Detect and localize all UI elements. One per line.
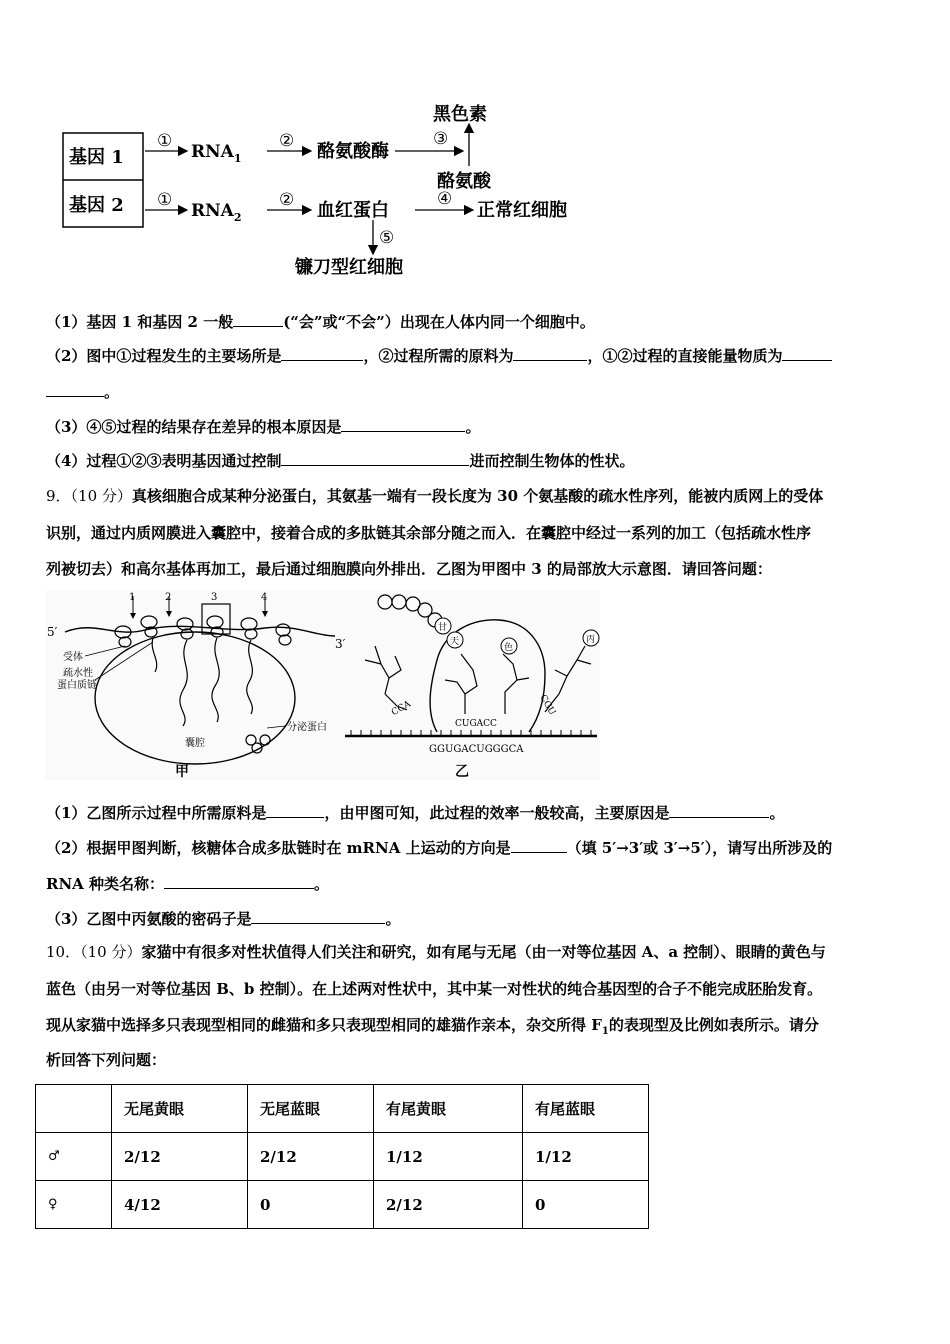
rna1-label: $RNA_1$ <box>191 142 242 165</box>
pointer-hydrophobic <box>95 642 153 680</box>
table-cell <box>36 1085 112 1133</box>
aa-gan: 甘 <box>438 623 448 633</box>
label-hydrophobic-1: 疏水性 <box>63 668 93 679</box>
sickle-rbc-label: 镰刀型红细胞 <box>295 257 403 278</box>
anticodon-cgu: CGU <box>537 693 557 718</box>
table-cell: 0 <box>248 1181 374 1229</box>
hemoglobin-label: 血红蛋白 <box>317 200 389 221</box>
peptide-chains <box>152 638 270 753</box>
table-cell: 1/12 <box>374 1133 523 1181</box>
q8-part2-cont: 。 <box>46 382 906 402</box>
q10-stem-line1: 10．（10 分）家猫中有很多对性状值得人们关注和研究，如有尾与无尾（由一对等位基因 A、a 控制）、眼睛的黄色与 <box>46 943 826 961</box>
step4: ④ <box>437 189 453 209</box>
step2-row1: ② <box>279 131 295 151</box>
q9-stem-line3: 列被切去）和高尔基体再加工，最后通过细胞膜向外排出．乙图为甲图中 3 的局部放大示意图．请回答问题： <box>46 560 772 578</box>
step3: ③ <box>433 129 449 149</box>
q8-blank-4b[interactable] <box>46 382 104 397</box>
q9-part3: （3）乙图中丙氨酸的密码子是 。 <box>46 910 401 928</box>
mrna-sequence: GGUGACUGGGCA <box>429 744 524 755</box>
table-header: 有尾黄眼 <box>374 1085 523 1133</box>
normal-rbc-label: 正常红细胞 <box>477 200 567 221</box>
peptide-beads <box>378 595 442 627</box>
table-cell: 2/12 <box>112 1133 248 1181</box>
step1-row1: ① <box>157 131 173 151</box>
q10-score: （10 分） <box>80 943 142 961</box>
q9-blank-2[interactable] <box>669 803 769 818</box>
q8-part3: （3）④⑤过程的结果存在差异的根本原因是 。 <box>46 418 481 436</box>
num-4: 4 <box>261 592 268 603</box>
q9-part1: （1）乙图所示过程中所需原料是 ，由甲图可知，此过程的效率一般较高，主要原因是 。 <box>46 804 785 822</box>
aa-tian: 天 <box>450 637 460 647</box>
table-cell: 0 <box>523 1181 649 1229</box>
step1-row2: ① <box>157 190 173 210</box>
q8-part1: （1）基因 1 和基因 2 一般 (“会”或“不会”）出现在人体内同一个细胞中。 <box>46 313 595 331</box>
gene-expression-diagram <box>55 100 615 280</box>
anticodon-cca: CCA <box>390 699 413 719</box>
label-secretory: 分泌蛋白 <box>287 722 327 733</box>
q9-score: （10 分） <box>70 487 132 505</box>
num-3: 3 <box>211 592 218 603</box>
table-cell: 4/12 <box>112 1181 248 1229</box>
label-3prime: 3′ <box>335 637 346 651</box>
number-arrows <box>133 596 265 618</box>
gene1-label: 基因 1 <box>69 147 124 168</box>
trna-left <box>365 646 407 710</box>
q10-stem-line2: 蓝色（由另一对等位基因 B、b 控制）。在上述两对性状中，其中某一对性状的纯合基因型的合子不能完成胚胎发育。 <box>46 980 823 998</box>
melanin-label: 黑色素 <box>433 104 487 125</box>
table-cell: 1/12 <box>523 1133 649 1181</box>
q9-blank-4[interactable] <box>164 874 314 889</box>
aa-bing: 丙 <box>586 635 596 645</box>
q10-number: 10． <box>46 943 81 961</box>
enzyme-label: 酪氨酸酶 <box>317 141 389 162</box>
fig-jia-caption: 甲 <box>175 764 189 780</box>
gene2-label: 基因 2 <box>69 195 124 216</box>
table-cell: 2/12 <box>248 1133 374 1181</box>
q8-blank-5[interactable] <box>341 417 465 432</box>
q9-stem-line1: 9．（10 分）真核细胞合成某种分泌蛋白，其氨基一端有一段长度为 30 个氨基酸的疏水性序列，能被内质网上的受体 <box>46 487 824 505</box>
table-row <box>36 1133 649 1181</box>
q9-part2: （2）根据甲图判断，核糖体合成多肽链时在 mRNA 上运动的方向是 （填 5′→3′或 3′→5′），请写出所涉及的 <box>46 839 833 857</box>
label-lumen: 囊腔 <box>185 738 205 749</box>
step2-row2: ② <box>279 190 295 210</box>
step5: ⑤ <box>379 228 395 248</box>
q8-blank-2[interactable] <box>281 346 363 361</box>
table-cell: ♀ <box>36 1181 112 1229</box>
pointer-secretory <box>267 726 285 728</box>
table-header: 无尾蓝眼 <box>248 1085 374 1133</box>
aa-se: 色 <box>504 643 514 653</box>
table-row <box>36 1181 649 1229</box>
q9-stem-line2: 识别，通过内质网膜进入囊腔中，接着合成的多肽链其余部分随之而入．在囊腔中经过一系列的加工（包括疏水性序 <box>46 524 812 542</box>
label-5prime: 5′ <box>47 625 58 639</box>
table-cell: ♂ <box>36 1133 112 1181</box>
label-receptor: 受体 <box>63 652 83 663</box>
table-cell: 2/12 <box>374 1181 523 1229</box>
table-header-row <box>36 1085 649 1133</box>
q8-blank-4[interactable] <box>782 346 832 361</box>
f1-phenotype-table <box>35 1084 649 1229</box>
fig-yi-caption: 乙 <box>455 764 469 780</box>
label-hydrophobic-2: 蛋白质链 <box>57 680 97 691</box>
table-header: 有尾蓝眼 <box>523 1085 649 1133</box>
table-header: 无尾黄眼 <box>112 1085 248 1133</box>
q10-stem-line4: 析回答下列问题： <box>46 1051 167 1069</box>
num-1: 1 <box>129 592 136 603</box>
mrna-strand-jia <box>65 626 335 636</box>
q8-blank-6[interactable] <box>281 451 469 466</box>
q8-blank-3[interactable] <box>513 346 587 361</box>
q9-part2-cont: RNA 种类名称： 。 <box>46 875 330 893</box>
q9-figure <box>45 590 600 780</box>
num-2: 2 <box>165 592 172 603</box>
rna2-label: $RNA_2$ <box>191 201 242 224</box>
q9-number: 9． <box>46 487 71 505</box>
q8-part4: （4）过程①②③表明基因通过控制 进而控制生物体的性状。 <box>46 452 635 470</box>
q9-blank-5[interactable] <box>251 909 385 924</box>
q9-blank-1[interactable] <box>266 803 324 818</box>
trna-middle <box>445 654 529 714</box>
q8-part2: （2）图中①过程发生的主要场所是 ，②过程所需的原料为 ，①②过程的直接能量物质为 <box>46 346 906 366</box>
tyrosine-label: 酪氨酸 <box>437 171 491 192</box>
anticodon-cugacc: CUGACC <box>455 719 497 729</box>
q8-blank-1[interactable] <box>233 312 283 327</box>
q10-stem-line3: 现从家猫中选择多只表现型相同的雌猫和多只表现型相同的雄猫作亲本，杂交所得 $F_1$的表现型及比例如表所示。请分 <box>46 1016 819 1037</box>
q9-blank-3[interactable] <box>511 838 567 853</box>
